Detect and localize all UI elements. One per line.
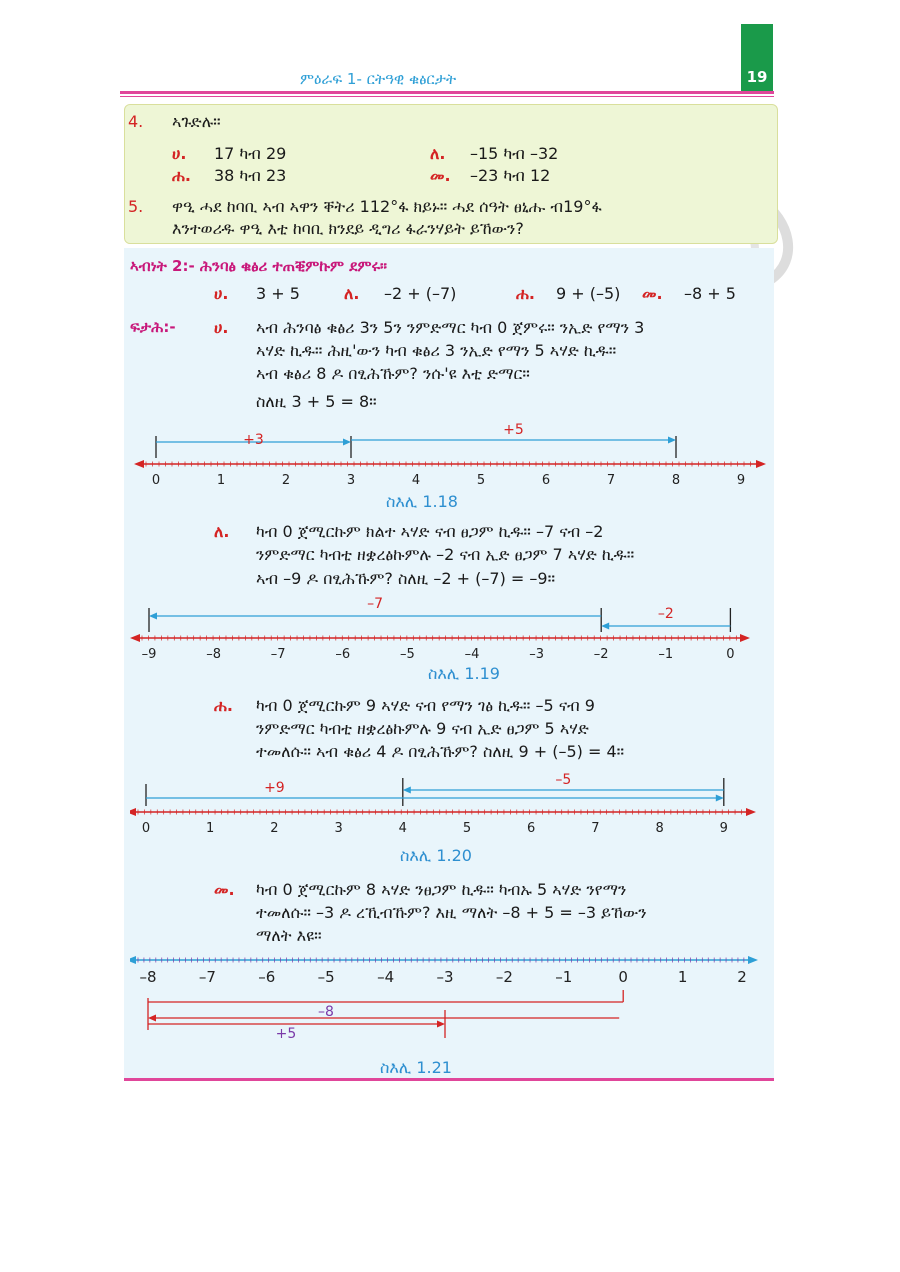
jump-minus2-head — [601, 623, 609, 630]
tick-label-6: 6 — [541, 473, 551, 488]
header-rule — [120, 91, 774, 94]
axis-arrow-right — [740, 634, 750, 642]
jump-label-plus5: +5 — [503, 422, 524, 438]
tick-label-4: 4 — [411, 473, 421, 488]
example-title-text: ኣብነት 2:- ሕንባፅ ቁፅሪ ተጠቒምኩም ደምሩ። — [130, 257, 388, 275]
sol-a-line1: ኣብ ሕንባፅ ቁፅሪ 3ን 5ን ንምድማር ካብ 0 ጀምሩ። ንኢድ የማን 3 — [256, 318, 645, 337]
tick-label-6: 6 — [527, 821, 536, 836]
axis-arrow-right — [748, 956, 758, 964]
q5-number: 5. — [128, 197, 144, 216]
tick-label-8: 8 — [655, 821, 664, 836]
tick-label-3: 3 — [334, 821, 343, 836]
tick-label-4: –5 — [400, 647, 415, 662]
tick-label-1: –7 — [198, 968, 216, 986]
part-c-label: ሐ. — [516, 284, 535, 303]
axis-arrow-left — [130, 956, 136, 964]
part-b-expr: –2 + (–7) — [384, 284, 457, 303]
sol-d-line1: ካብ 0 ጀሚርኩም 8 ኣሃድ ንፀጋም ኪዱ። ካብኡ 5 ኣሃድ ንየማን — [256, 880, 627, 899]
number-line-1-19 — [130, 594, 770, 666]
tick-label-9: 9 — [736, 473, 746, 488]
sol-c-label: ሐ. — [214, 696, 233, 715]
sol-b-label: ለ. — [214, 522, 230, 541]
axis-arrow-left — [134, 460, 144, 468]
tick-label-3: 3 — [346, 473, 356, 488]
q5-line1: ዋዒ ሓደ ከባቢ ኣብ ኣዋን ቐትሪ 112°ፋ ክይኑ። ሓደ ሰዓት ፀኒሑ ብ19°ፋ — [172, 197, 602, 216]
q4-text: ኣጉድሉ። — [172, 112, 221, 131]
jump-minus8-head — [148, 1015, 156, 1022]
part-d-expr: –8 + 5 — [684, 284, 736, 303]
q4-number: 4. — [128, 112, 144, 131]
q4-item-d-label: መ. — [430, 166, 451, 185]
tick-label-8: 8 — [671, 473, 681, 488]
jump-label-minus7: –7 — [367, 596, 384, 612]
q4-item-b-label: ለ. — [430, 144, 446, 163]
solution-label: ፍታሕ:- — [130, 318, 176, 336]
jump-label-minus2: –2 — [657, 606, 674, 622]
tick-label-9: 1 — [677, 968, 688, 986]
jump-label-plus9: +9 — [264, 780, 285, 796]
jump-label-plus5: +5 — [275, 1026, 297, 1042]
chapter-title: ምዕራፍ 1- ርትዓዊ ቁፅርታት — [300, 70, 457, 88]
tick-label-2: 2 — [270, 821, 279, 836]
axis-arrow-right — [746, 808, 756, 816]
example-title — [130, 256, 387, 275]
q5-line2: እንተወሪዱ ዋዒ እቲ ከባቢ ክንደይ ዲግሪ ፋራንሃይት ይኸውን? — [172, 219, 524, 238]
tick-label-2: –6 — [258, 968, 276, 986]
part-b-label: ለ. — [344, 284, 360, 303]
part-a-label: ሀ. — [214, 284, 229, 303]
tick-label-8: –1 — [658, 647, 674, 662]
sol-a-line3: ኣብ ቁፅሪ 8 ዶ በፂሕኹም? ንሱ'ዩ እቲ ድማር። — [256, 364, 530, 383]
sol-c-line3: ተመለሱ። ኣብ ቁፅሪ 4 ዶ በፂሕኹም? ስለዚ 9 + (–5) = 4። — [256, 742, 625, 761]
sol-c-line1: ካብ 0 ጀሚርኩም 9 ኣሃድ ናብ የማን ገፅ ኪዱ። –5 ናብ 9 — [256, 696, 595, 715]
tick-label-5: –3 — [436, 968, 454, 986]
tick-label-3: –6 — [335, 647, 351, 662]
tick-label-0: 0 — [141, 821, 151, 836]
jump-label-plus3: +3 — [243, 432, 264, 448]
tick-label-0: –8 — [139, 968, 157, 986]
number-line-1-21 — [130, 948, 770, 1048]
tick-label-7: 7 — [606, 473, 616, 488]
sol-d-line2: ተመለሱ። –3 ዶ ረኺብኹም? እዚ ማለት –8 + 5 = –3 ይኸውን — [256, 903, 647, 922]
jump-minus7-head — [149, 613, 157, 620]
part-a-expr: 3 + 5 — [256, 284, 300, 303]
tick-label-7: 7 — [591, 821, 600, 836]
tick-label-10: 2 — [737, 968, 747, 986]
sol-b-line2: ንምድማር ካብቲ ዘቋረፅኩምሉ –2 ናብ ኢድ ፀጋም 7 ኣሃድ ኪዱ። — [256, 545, 635, 564]
jump-plus3-head — [343, 439, 351, 446]
jump-plus5-head — [668, 437, 676, 444]
tick-label-7: –1 — [555, 968, 573, 986]
tick-label-1: 1 — [206, 821, 215, 836]
number-line-1-20 — [130, 768, 770, 840]
tick-label-2: 2 — [281, 473, 291, 488]
header-rule-thin — [120, 96, 774, 97]
q4-item-d: –23 ካብ 12 — [470, 166, 551, 185]
tick-label-4: –4 — [377, 968, 395, 986]
tick-label-9: 0 — [726, 647, 735, 662]
tick-label-5: 5 — [462, 821, 472, 836]
tick-label-5: 5 — [476, 473, 486, 488]
axis-arrow-right — [756, 460, 766, 468]
q4-item-b: –15 ካብ –32 — [470, 144, 559, 163]
q4-item-c: 38 ካብ 23 — [214, 166, 287, 185]
tick-label-6: –2 — [495, 968, 513, 986]
tick-label-9: 9 — [719, 821, 728, 836]
sol-c-line2: ንምድማር ካብቲ ዘቋረፅኩምሉ 9 ናብ ኢድ ፀጋም 5 ኣሃድ — [256, 719, 589, 738]
number-line-1-18 — [130, 420, 770, 492]
sol-a-line4: ስለዚ 3 + 5 = 8። — [256, 392, 377, 411]
tick-label-8: 0 — [618, 968, 628, 986]
sol-a-line2: ኣሃድ ኪዱ። ሕዚ'ውን ካብ ቁፅሪ 3 ንኢድ የማን 5 ኣሃድ ኪዱ። — [256, 341, 617, 360]
sol-b-line3: ኣብ –9 ዶ በፂሕኹም? ስለዚ –2 + (–7) = –9። — [256, 569, 556, 588]
tick-label-6: –3 — [529, 647, 544, 662]
caption-1-19: ስእሊ 1.19 — [428, 664, 500, 683]
jump-minus5-head — [403, 787, 411, 794]
tick-label-0: 0 — [151, 473, 161, 488]
caption-1-20: ስእሊ 1.20 — [400, 846, 472, 865]
tick-label-3: –5 — [317, 968, 335, 986]
axis-arrow-left — [130, 634, 140, 642]
sol-d-label: መ. — [214, 880, 235, 899]
part-d-label: መ. — [642, 284, 663, 303]
jump-label-minus5: –5 — [555, 772, 572, 788]
sol-a-label: ሀ. — [214, 318, 229, 337]
caption-1-18: ስእሊ 1.18 — [386, 492, 458, 511]
axis-arrow-left — [130, 808, 136, 816]
jump-plus5-head — [437, 1021, 445, 1028]
page-number: 19 — [746, 68, 768, 86]
q4-item-c-label: ሐ. — [172, 166, 191, 185]
tick-label-2: –7 — [270, 647, 286, 662]
tick-label-4: 4 — [398, 821, 407, 836]
tick-label-5: –4 — [464, 647, 480, 662]
jump-label-minus8: –8 — [318, 1004, 334, 1020]
sol-b-line1: ካብ 0 ጀሚርኩም ክልተ ኣሃድ ናብ ፀጋም ኪዱ። –7 ናብ –2 — [256, 522, 604, 541]
tick-label-1: 1 — [216, 473, 226, 488]
q4-item-a-label: ሀ. — [172, 144, 187, 163]
caption-1-21: ስእሊ 1.21 — [380, 1058, 452, 1077]
tick-label-0: –9 — [141, 647, 157, 662]
example-bottom-rule — [124, 1078, 774, 1081]
sol-d-line3: ማለት እዩ። — [256, 926, 322, 945]
q4-item-a: 17 ካብ 29 — [214, 144, 287, 163]
tick-label-7: –2 — [593, 647, 609, 662]
tick-label-1: –8 — [206, 647, 221, 662]
part-c-expr: 9 + (–5) — [556, 284, 621, 303]
jump-plus9-head — [716, 795, 724, 802]
